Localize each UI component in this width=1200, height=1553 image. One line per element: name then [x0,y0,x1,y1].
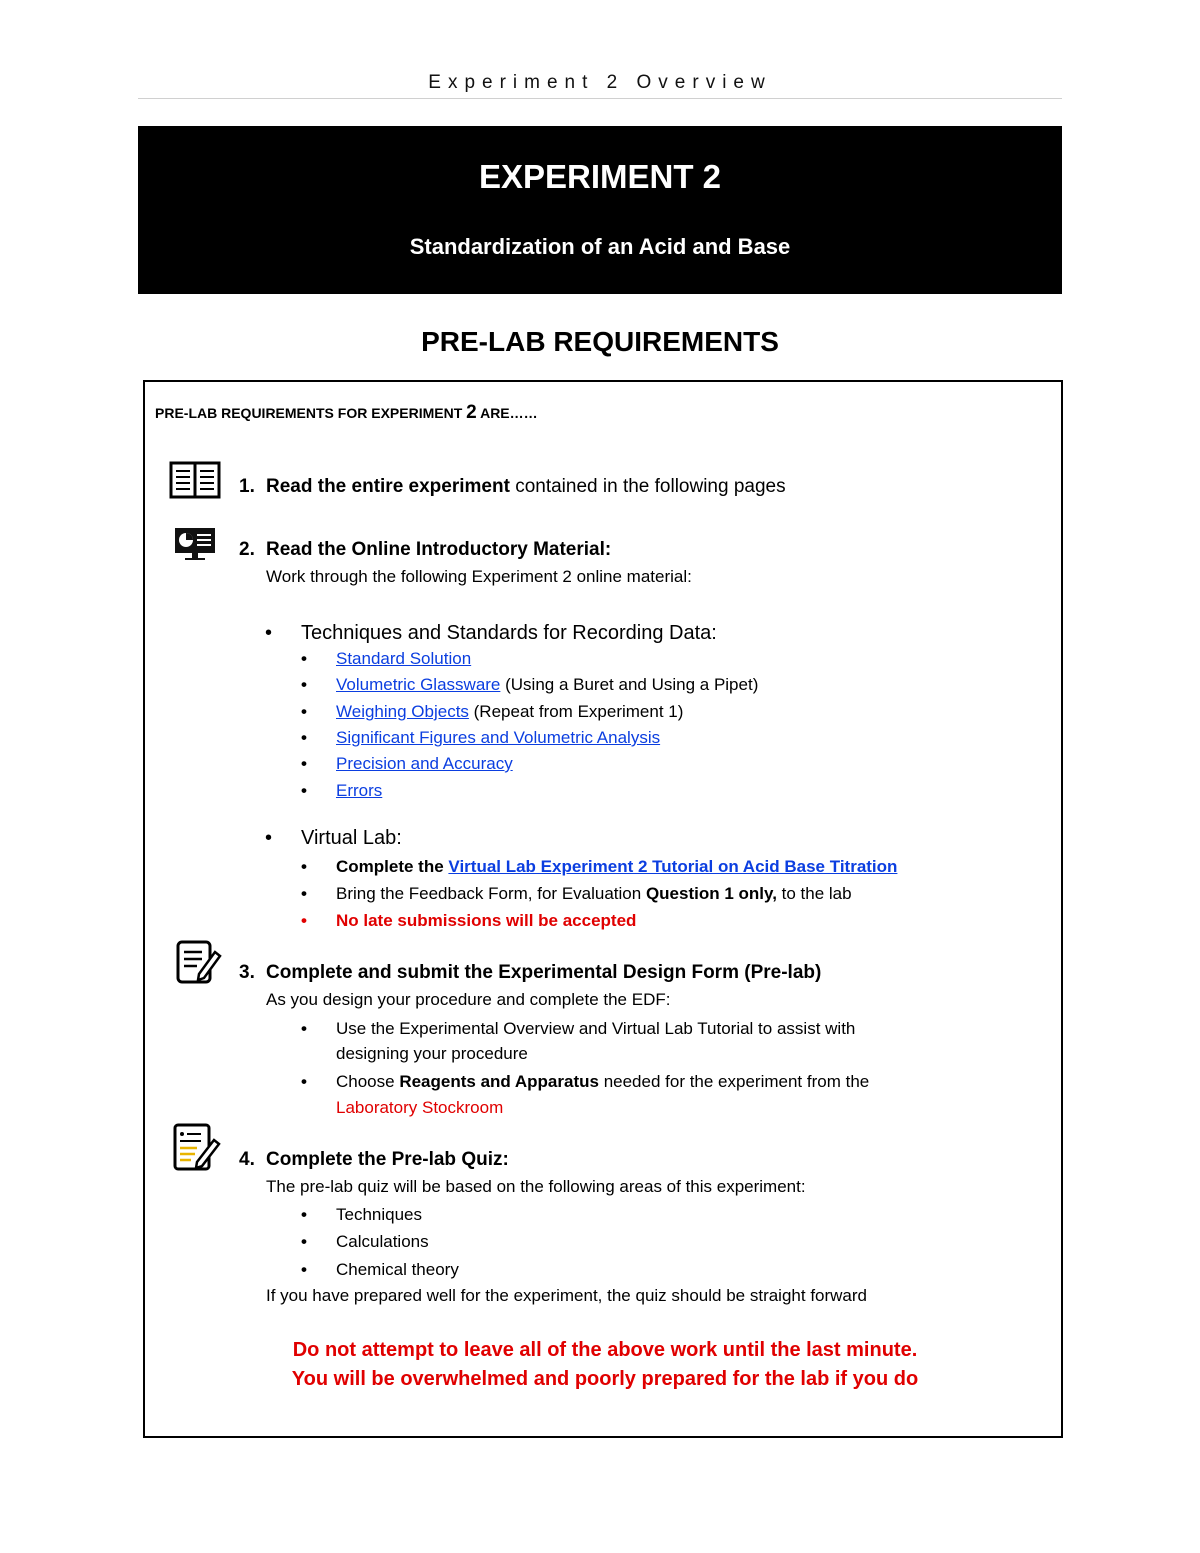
step-4-number: 4. [239,1149,255,1170]
title-block [138,126,1062,294]
bullet-dot: • [301,702,307,721]
step-2-title: Read the Online Introductory Material: [266,539,612,560]
reagents-emphasis: Reagents and Apparatus [399,1072,599,1091]
technique-item-weighing-objects [336,702,683,722]
bullet-dot: • [301,1205,307,1224]
step-4-title: Complete the Pre-lab Quiz: [266,1149,509,1170]
step-2-number: 2. [239,539,255,560]
requirements-box [143,380,1063,1438]
intro-text: PRE-LAB REQUIREMENTS FOR EXPERIMENT [155,405,467,421]
link-standard-solution[interactable]: Standard Solution [336,649,472,668]
bullet-dot: • [301,884,307,903]
bullet-dot: • [301,857,307,876]
quiz-area-calculations: Calculations [336,1232,429,1251]
reagents-text: Choose [336,1072,400,1091]
laboratory-stockroom: Laboratory Stockroom [336,1098,504,1117]
virtual-lab-item-tutorial [336,857,897,877]
monitor-icon [173,526,217,562]
link-weighing-objects[interactable]: Weighing Objects [336,702,469,721]
warning-line-2: You will be overwhelmed and poorly prepared for the lab if you do [291,1368,919,1390]
link-precision-accuracy[interactable]: Precision and Accuracy [336,754,513,773]
intro-number: 2 [466,402,477,423]
section-heading: PRE-LAB REQUIREMENTS [421,326,779,357]
quiz-area-techniques: Techniques [336,1205,423,1224]
bullet-dot: • [301,1232,307,1251]
link-errors[interactable]: Errors [336,781,383,800]
edf-item-overview-line1: Use the Experimental Overview and Virtual Lab Tutorial to assist with [336,1019,856,1038]
running-header: Experiment 2 Overview [428,72,772,93]
step-3-title: Complete and submit the Experimental Design Form (Pre-lab) [266,962,822,983]
bullet-dot: • [301,649,307,668]
link-significant-figures[interactable]: Significant Figures and Volumetric Analysis [336,728,661,747]
intro-text-end: ARE…… [476,405,538,421]
step-1-number: 1. [239,476,255,497]
bullet-dot: • [301,1260,307,1279]
bullet-dot: • [265,622,273,644]
quiz-pencil-icon [171,1122,221,1172]
edf-item-reagents [336,1072,869,1092]
experiment-subtitle: Standardization of an Acid and Base [409,234,791,259]
quiz-closing-note: If you have prepared well for the experiment, the quiz should be straight forward [266,1286,868,1305]
technique-item-standard-solution [336,649,471,669]
feedback-text: Bring the Feedback Form, for Evaluation [336,884,646,903]
edf-item-overview-line2: designing your procedure [336,1044,528,1063]
step-1-title-rest: contained in the following pages [509,476,786,497]
technique-item-errors [336,781,382,801]
technique-note: (Using a Buret and Using a Pipet) [500,675,759,694]
reagents-text-end: needed for the experiment from the [598,1072,870,1091]
book-icon [169,460,221,500]
requirements-intro [155,402,538,424]
virtual-lab-item-feedback [336,884,852,904]
bullet-dot: • [265,827,273,849]
bullet-dot: • [301,728,307,747]
step-3-description: As you design your procedure and complete the EDF: [266,990,671,1009]
techniques-heading: Techniques and Standards for Recording Data: [301,622,717,644]
bullet-dot: • [301,1072,307,1091]
no-late-submissions: No late submissions will be accepted [336,911,637,930]
link-virtual-lab-tutorial[interactable]: Virtual Lab Experiment 2 Tutorial on Acid Base Titration [448,857,898,876]
step-1-title-bold: Read the entire experiment [266,476,510,497]
experiment-title: EXPERIMENT 2 [478,158,722,195]
virtual-lab-heading: Virtual Lab: [301,827,402,849]
technique-item-precision-accuracy [336,754,513,774]
quiz-area-chemical-theory: Chemical theory [336,1260,459,1279]
step-3-number: 3. [239,962,255,983]
feedback-emphasis: Question 1 only, [645,884,777,903]
step-1-title [266,476,786,498]
bullet-dot: • [301,1019,307,1038]
technique-item-significant-figures [336,728,660,748]
technique-note: (Repeat from Experiment 1) [468,702,684,721]
virtual-lab-prefix: Complete the [336,857,449,876]
bullet-dot: • [301,675,307,694]
step-2-description: Work through the following Experiment 2 online material: [266,567,692,586]
step-4-description: The pre-lab quiz will be based on the following areas of this experiment: [266,1177,806,1196]
bullet-dot: • [301,781,307,800]
bullet-dot: • [301,911,307,930]
bullet-dot: • [301,754,307,773]
link-volumetric-glassware[interactable]: Volumetric Glassware [336,675,501,694]
form-pencil-icon [175,938,223,986]
header-divider [138,98,1062,99]
technique-item-volumetric-glassware [336,675,758,695]
feedback-text-end: to the lab [776,884,852,903]
warning-line-1: Do not attempt to leave all of the above work until the last minute. [292,1339,918,1361]
